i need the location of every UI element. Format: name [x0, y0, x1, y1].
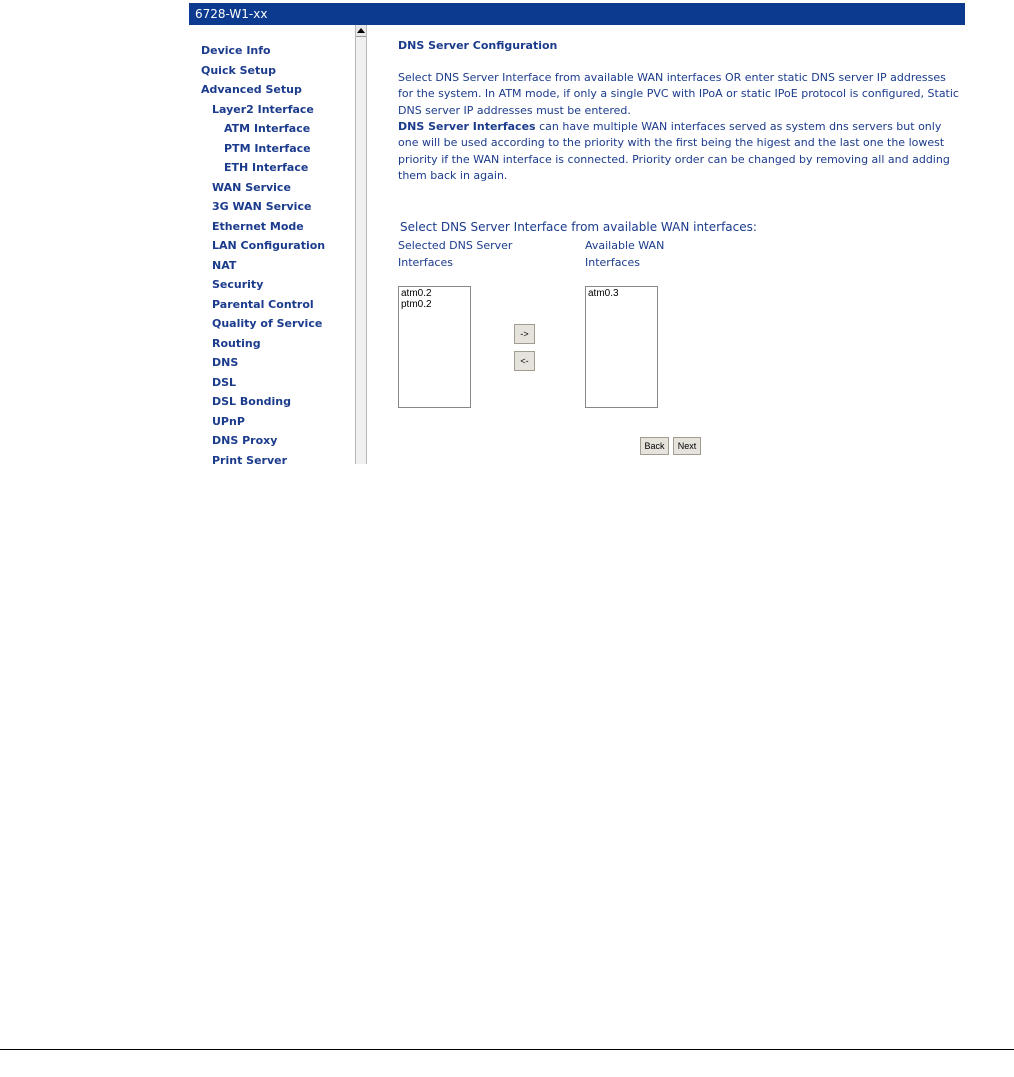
sidebar-item-atm-interface[interactable]: ATM Interface — [224, 122, 311, 135]
sidebar-item-print-server[interactable]: Print Server — [212, 453, 288, 464]
list-item[interactable]: atm0.2 — [401, 288, 432, 299]
sidebar-item-dsl[interactable]: DSL — [212, 375, 237, 389]
available-label-line1: Available WAN — [585, 239, 665, 252]
description-paragraph: Select DNS Server Interface from available WAN interfaces OR enter static DNS server IP addresses for the system. In ATM mode, if only a single PVC with IPoA or static IPoE protocol is configured, Static DNS server IP addresses must be entered. — [398, 71, 959, 117]
sidebar-item-3g-wan-service[interactable]: 3G WAN Service — [212, 200, 312, 213]
sidebar-item-parental-control[interactable]: Parental Control — [212, 297, 314, 311]
sidebar-scrollbar[interactable] — [355, 25, 367, 464]
sidebar-item-wan-service[interactable]: WAN Service — [212, 180, 291, 194]
sidebar-item-upnp[interactable]: UPnP — [212, 414, 245, 428]
page-footer-rule — [0, 1049, 1014, 1050]
sidebar-item-dsl-bonding[interactable]: DSL Bonding — [212, 395, 292, 408]
sidebar — [189, 25, 355, 464]
sidebar-item-ethernet-mode[interactable]: Ethernet Mode — [212, 219, 304, 233]
sidebar-item-advanced-setup[interactable]: Advanced Setup — [201, 83, 302, 96]
available-label-line2: Interfaces — [585, 256, 640, 269]
window-title-bar — [189, 3, 965, 25]
available-interfaces-label — [585, 237, 664, 271]
next-button[interactable]: Next — [673, 437, 701, 455]
window-title: 6728-W1-xx — [195, 7, 268, 21]
list-item[interactable]: atm0.3 — [588, 288, 619, 299]
sidebar-item-layer2-interface[interactable]: Layer2 Interface — [212, 102, 314, 116]
sidebar-item-dns[interactable]: DNS — [212, 356, 239, 369]
priority-paragraph — [398, 119, 964, 185]
selected-label-line2: Interfaces — [398, 256, 453, 269]
sidebar-item-lan-configuration[interactable]: LAN Configuration — [212, 239, 326, 252]
main-content — [398, 25, 965, 464]
move-to-available-button[interactable]: -> — [514, 324, 535, 344]
available-interfaces-list[interactable] — [585, 286, 658, 408]
sidebar-nav — [189, 41, 325, 464]
page-frame — [189, 25, 965, 464]
back-button[interactable]: Back — [640, 437, 669, 455]
sidebar-item-routing[interactable]: Routing — [212, 336, 261, 350]
priority-paragraph-text: can have multiple WAN interfaces served as system dns servers but only one will be used according to the priority with the first being the higest and the last one the lowest priority if the WAN interface is connected. Priority order can be changed by removing all and adding them back in again. — [398, 120, 950, 183]
arrow-up-icon — [357, 28, 365, 33]
priority-paragraph-bold: DNS Server Interfaces — [398, 120, 536, 133]
sidebar-item-ptm-interface[interactable]: PTM Interface — [224, 141, 311, 155]
sidebar-item-eth-interface[interactable]: ETH Interface — [224, 161, 309, 174]
sidebar-item-dns-proxy[interactable]: DNS Proxy — [212, 434, 278, 447]
scroll-up-button[interactable] — [356, 25, 366, 37]
selected-interfaces-list[interactable] — [398, 286, 471, 408]
sidebar-item-nat[interactable]: NAT — [212, 258, 237, 272]
page-title: DNS Server Configuration — [398, 39, 558, 52]
sidebar-item-quick-setup[interactable]: Quick Setup — [201, 63, 276, 77]
sidebar-item-quality-of-service[interactable]: Quality of Service — [212, 317, 323, 330]
move-to-selected-button[interactable]: <- — [514, 351, 535, 371]
selected-interfaces-label — [398, 237, 512, 271]
sidebar-item-security[interactable]: Security — [212, 278, 264, 291]
list-item[interactable]: ptm0.2 — [401, 299, 432, 310]
section-heading: Select DNS Server Interface from available WAN interfaces: — [400, 220, 757, 234]
sidebar-item-device-info[interactable]: Device Info — [201, 44, 271, 57]
selected-label-line1: Selected DNS Server — [398, 239, 513, 252]
